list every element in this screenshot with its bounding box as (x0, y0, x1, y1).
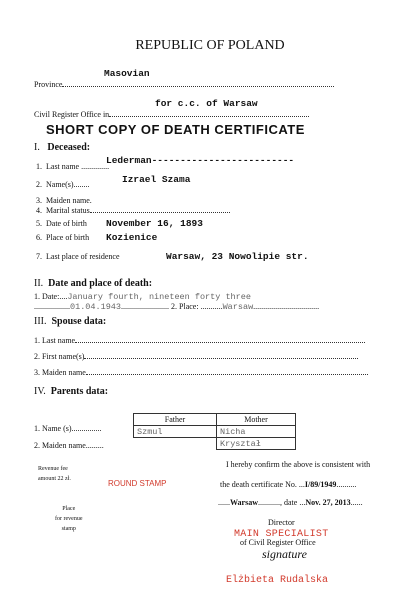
round-stamp: ROUND STAMP (108, 479, 167, 488)
mother-name-cell: Nicha (217, 426, 296, 438)
parents-maiden-name-label: 2. Maiden name......... (34, 441, 104, 450)
last-residence-value: Warsaw, 23 Nowolipie str. (166, 251, 309, 262)
confirmation-city: Warsaw (230, 498, 258, 507)
deceased-last-name-label: 1. Last name .............. (36, 162, 110, 171)
director-office: of Civil Register Office (240, 538, 316, 547)
table-row (134, 414, 296, 426)
table-row (134, 426, 296, 438)
last-residence-label: 7. Last place of residence (36, 252, 120, 261)
death-date-row: 1. Date:....January fourth, nineteen forty three (34, 292, 251, 302)
signature: signature (262, 547, 307, 561)
spouse-maiden-name-label: 3. Maiden name (34, 368, 368, 377)
parents-table (133, 413, 296, 450)
certificate-number: I/89/1949 (304, 480, 337, 489)
death-place-value: Warsaw (222, 302, 254, 312)
revenue-stamp-place: Place for revenue stamp (55, 506, 83, 532)
date-of-birth-value: November 16, 1893 (106, 218, 203, 229)
father-maiden-cell (134, 438, 217, 450)
place-of-birth-label: 6. Place of birth (36, 233, 90, 242)
place-of-birth-value: Kozienice (106, 232, 158, 243)
director-label: Director (268, 518, 295, 527)
confirmation-line-1: I hereby confirm the above is consistent with (226, 460, 371, 469)
section-2-heading: II. Date and place of death: (34, 278, 153, 289)
office-label: Civil Register Office in (34, 109, 309, 119)
marital-status-label: 4. Marital status (36, 206, 230, 215)
table-row (134, 438, 296, 450)
section-3-heading: III. Spouse data: (34, 316, 107, 327)
country-title: REPUBLIC OF POLAND (135, 38, 285, 53)
parents-name-label: 1. Name (s)............... (34, 424, 102, 433)
province-label: Province (34, 79, 334, 89)
deceased-last-name-value: Lederman------------------------- (106, 155, 295, 166)
section-1-heading: I. Deceased: (34, 142, 91, 153)
date-of-birth-label: 5. Date of birth (36, 219, 87, 228)
death-date-place-row: ..................01.04.1943........................ 2. Place: ...........Warsaw................................. (34, 302, 320, 312)
confirmation-line-2: the death certificate No. ...I/89/1949.......... (220, 480, 357, 489)
confirmation-date: Nov. 27, 2013 (305, 498, 351, 507)
document-title: SHORT COPY OF DEATH CERTIFICATE (46, 122, 305, 137)
section-4-heading: IV. Parents data: (34, 386, 109, 397)
signer-name-stamp: Elżbieta Rudalska (226, 575, 329, 586)
father-name-cell: Szmul (134, 426, 217, 438)
mother-header: Mother (217, 414, 296, 426)
spouse-last-name-label: 1. Last name (34, 336, 365, 345)
death-date-words: January fourth, nineteen forty three (67, 292, 251, 302)
confirmation-line-3: ......Warsaw..........., date ...Nov. 27, 2013...... (218, 498, 363, 507)
revenue-fee-note: Revenue fee amount 22 zł. (38, 466, 71, 482)
mother-maiden-cell: Kryształ (217, 438, 296, 450)
deceased-names-label: 2. Name(s)........ (36, 180, 90, 189)
main-specialist-stamp: MAIN SPECIALIST (234, 529, 329, 540)
deceased-names-value: Izrael Szama (122, 174, 191, 185)
father-header: Father (134, 414, 217, 426)
death-date-numeric: 01.04.1943 (70, 302, 122, 312)
province-value: Masovian (104, 68, 150, 79)
spouse-first-name-label: 2. First name(s) (34, 352, 358, 361)
deceased-maiden-name-label: 3. Maiden name. (36, 196, 92, 205)
office-value: for c.c. of Warsaw (155, 98, 258, 109)
